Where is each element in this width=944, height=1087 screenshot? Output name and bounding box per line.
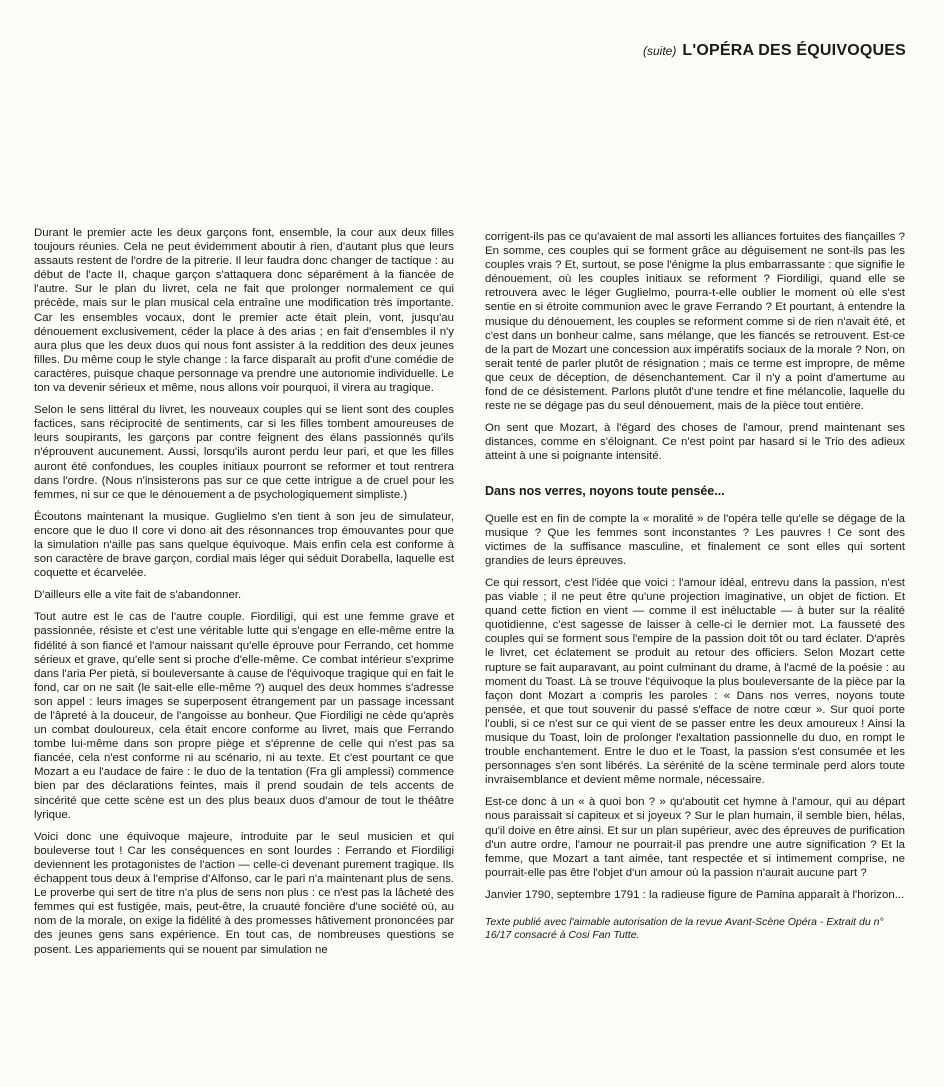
section-subheading: Dans nos verres, noyons toute pensée... (485, 483, 725, 498)
paragraph: Quelle est en fin de compte la « moralité » de l'opéra telle qu'elle se dégage de la musique ? Que les femmes sont inconstantes ? Les pauvres ! Ce sont des victimes de la suffisance masculine, et finalement ce sont elles qui sortent grandies de leurs épreuves. (485, 512, 905, 567)
paragraph: Voici donc une équivoque majeure, introduite par le seul musicien et qui bouleverse tout ! Car les conséquences en sont lourdes : Ferrando et Fiordiligi deviennent les protagonistes de l'action — celle-ci devenant purement tragique. Ils échappent tous deux à l'emprise d'Alfonso, car le pari n'a maintenant plus de sens. Le proverbe qui sert de titre n'a plus de sens non plus : ce n'est pas la lâcheté des femmes qui est fustigée, mais, peut-être, la cruauté foncière d'une société où, au nom de la morale, on exige la fidélité à des promesses hâtivement prononcées par des jeunes gens sans expérience. En tout cas, de nombreuses questions se posent. Les appariements qui se nouent par simulation ne (34, 830, 454, 956)
paragraph: On sent que Mozart, à l'égard des choses de l'amour, prend maintenant ses distances, comme en s'éloignant. Ce n'est point par hasard si le Trio des adieux atteint à une si poignante intensité. (485, 422, 905, 463)
paragraph: D'ailleurs elle a vite fait de s'abandonner. (34, 589, 242, 602)
page-title: L'OPÉRA DES ÉQUIVOQUES (682, 42, 906, 59)
paragraph: Ce qui ressort, c'est l'idée que voici : l'amour idéal, entrevu dans la passion, n'est pas viable ; il ne peut être qu'une projection imaginative, un objet de fiction. Et quand cette fiction en vient — comme il est inéluctable — à buter sur la réalité quotidienne, c'est sagesse de laisser à celle-ci le dernier mot. La fausseté des couples qui se forment sous l'empire de la passion doit tôt ou tard éclater. D'après le livret, cet éclatement se produit au retour des officiers. Selon Mozart cette rupture se fait auparavant, au point culminant du drame, à l'acmé de la poésie : au moment du Toast. Là se trouve l'équivoque la plus bouleversante de la pièce par la façon dont Mozart a compris les paroles : « Dans nos verres, noyons toute pensée, et que tout souvenir du passé s'efface de notre cœur ». Sur quoi porte l'oubli, si ce n'est sur ce qui vient de se passer entre les deux amoureux ! Ainsi la musique du Toast, loin de prolonger l'exaltation passionnelle du duo, en rompt le trouble enchantement. Entre le duo et le Toast, la passion s'est consumée et les personnages s'en sont libérés. La sérénité de la scène terminale perd alors toute invraisemblance et devient même normale, nécessaire. (485, 576, 905, 787)
paragraph: Janvier 1790, septembre 1791 : la radieuse figure de Pamina apparaît à l'horizon... (485, 888, 905, 901)
paragraph: Tout autre est le cas de l'autre couple. Fiordiligi, qui est une femme grave et passionnée, résiste et c'est une véritable lutte qui s'engage en elle-même entre la fidélité à son fiancé et l'amour naissant qu'elle éprouve pour Ferrando, cet homme sérieux et grave, qu'elle sent si proche d'elle-même. Ce combat intérieur s'exprime dans l'aria Per pietà, si bouleversante à cause de l'équivoque tragique qui en fait le fond, car on ne sait (le sait-elle elle-même ?) auquel des deux hommes s'adresse son appel : leurs images se superposent étrangement par un passage incessant de l'âpreté à la douceur, de l'angoisse au bonheur. Que Fiordiligi ne cède qu'après un combat douloureux, cela était encore conforme au livret, mais que Ferrando tombe lui-même dans son propre piège et s'éprenne de celle qui n'est pas sa fiancée, cela n'est conforme ni au scénario, ni au texte. Et c'est pourtant ce que Mozart a eu l'audace de faire : le duo de la tentation (Fra gli amplessi) commence bien par des déclarations feintes, mais il prend soudain de tels accents de sincérité que cette scène est un des plus beaux duos d'amour de tout le théâtre lyrique. (34, 611, 454, 821)
paragraph: Est-ce donc à un « à quoi bon ? » qu'aboutit cet hymne à l'amour, qui au départ nous paraissait si capiteux et si joyeux ? Sur le plan humain, il semble bien, hélas, qu'il doive en être ainsi. Et sur un plan supérieur, avec des épreuves de purification d'un autre ordre, l'amour ne pourrait-il pas prendre une autre signification ? Et la femme, que Mozart a tant aimée, tant respectée et si intimement comprise, ne pourrait-elle pas être l'objet d'un amour où la passion n'aurait aucune part ? (485, 796, 905, 879)
paragraph: Écoutons maintenant la musique. Guglielmo s'en tient à son jeu de simulateur, encore que le duo Il core vi dono ait des résonnances trop émouvantes pour que la simulation n'aille pas sans quelque équivoque. Mais enfin cela est conforme à son caractère de brave garçon, cordial mais léger qui séduit Dorabella, laquelle est coquette et écarvelée. (34, 510, 454, 580)
left-column (34, 226, 454, 965)
paragraph: Durant le premier acte les deux garçons font, ensemble, la cour aux deux filles toujours réunies. Cela ne peut évidemment aboutir à rien, d'autant plus que leurs assauts restent de l'ordre de la pitrerie. Il leur faudra donc changer de tactique : au début de l'acte II, chaque garçon s'attaquera donc séparément à la fiancée de l'autre. Sur le plan du livret, cela ne fait que prolonger normalement ce qui précède, mais sur le plan musical cela entraîne une modification très importante. Car les ensembles vocaux, dont le premier acte était plein, vont, jusqu'au dénouement exclusivement, céder la place à des arias ; en fait d'ensembles il n'y aura plus que les deux duos qui nous font assister à la reddition des deux jeunes filles. Du même coup le style change : la farce disparaît au profit d'une comédie de caractères, puisque chaque personnage va prendre une autonomie individuelle. Le ton va devenir sérieux et même, nous allons voir pourquoi, il virera au tragique. (34, 227, 454, 395)
right-column (485, 230, 905, 942)
page-header (643, 42, 906, 60)
source-note: Texte publié avec l'aimable autorisation de la revue Avant-Scène Opéra - Extrait du n° 16/17 consacré à Cosi Fan Tutte. (485, 916, 884, 942)
header-suite: (suite) (643, 44, 677, 58)
paragraph: corrigent-ils pas ce qu'avaient de mal assorti les alliances fortuites des fiançailles ? En somme, ces couples qui se forment grâce au déguisement ne sont-ils pas les couples vrais ? Et, surtout, se pose l'énigme la plus embarrassante : que signifie le dénouement, où les couples initiaux se reforment ? Fiordiligi, quand elle se retrouvera avec le léger Guglielmo, pourra-t-elle oublier le moment où elle s'est sentie en si étroite communion avec le grave Ferrando ? Et pourtant, à entendre la musique du dénouement, les couples se reforment comme si de rien n'avait été, et c'est dans un bonheur calme, sans mélange, que les fiancés se retrouvent. Est-ce de la part de Mozart une concession aux impératifs sociaux de la morale ? Non, on serait tenté de parler plutôt de résignation ; mais ce terme est impropre, de même que ceux de déception, de désenchantement. Car il n'y a point d'amertume au fond de ce désistement. Parlons plutôt d'une tendre et fine mélancolie, laquelle du reste ne se dégage pas du seul dénouement, mais de la pièce tout entière. (485, 231, 905, 413)
paragraph: Selon le sens littéral du livret, les nouveaux couples qui se lient sont des couples factices, sans réciprocité de sentiments, car si les filles tombent amoureuses de leurs soupirants, les garçons par contre feignent des élans passionnés qu'ils n'éprouvent aucunement. Aussi, lorsqu'ils auront perdu leur pari, et que les filles auront été confondues, les couples initiaux pourront se reformer et tout rentrera dans l'ordre. (Nous n'insisterons pas sur ce que cette intrigue a de cruel pour les femmes, ni sur ce que le dénouement a de psychologiquement simpliste.) (34, 404, 454, 501)
